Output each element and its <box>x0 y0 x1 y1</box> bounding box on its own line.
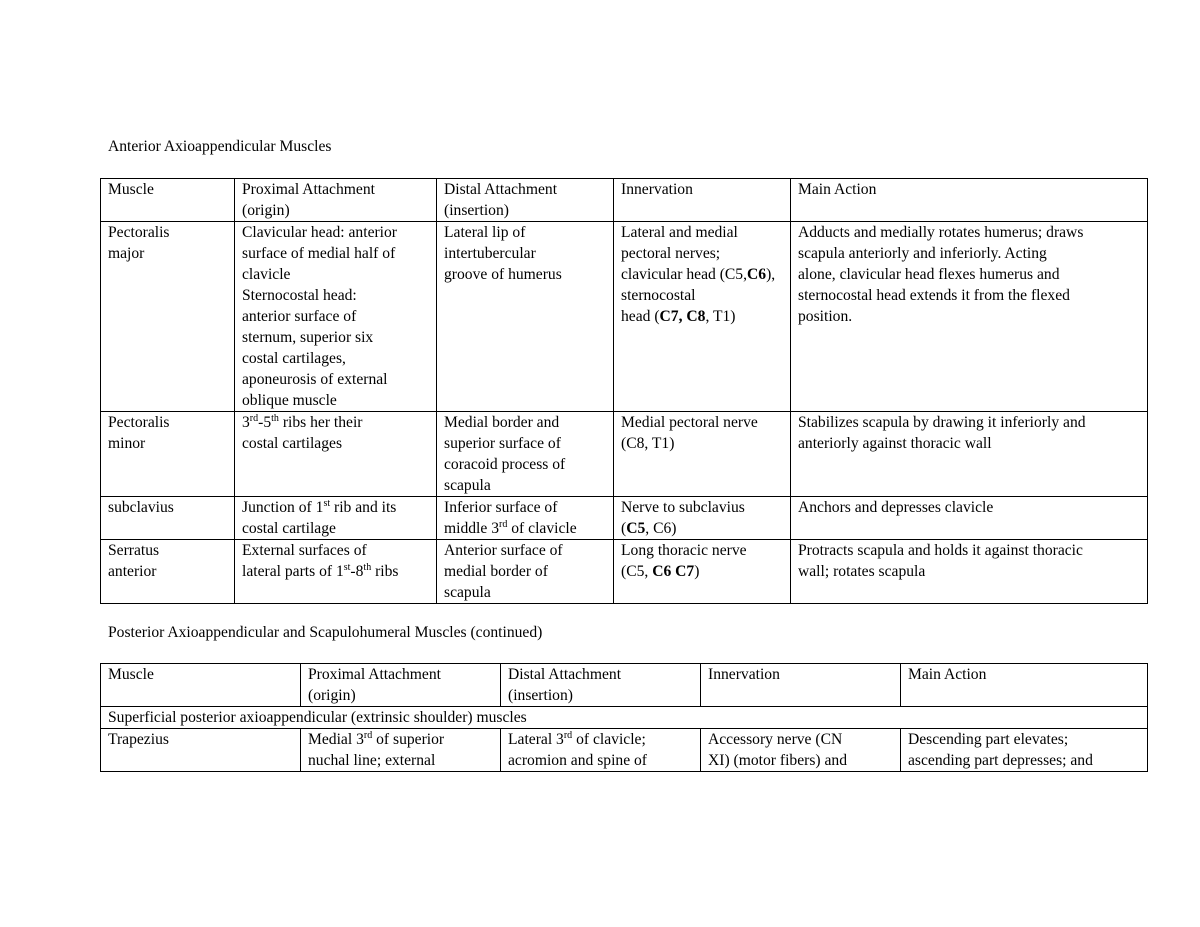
distal-cell: Lateral 3rd of clavicle; acromion and spine of <box>501 729 701 772</box>
table-row <box>101 497 1148 540</box>
muscle-cell: Pectoralis major <box>101 222 235 412</box>
header-muscle: Muscle <box>101 179 235 222</box>
distal-cell: Medial border and superior surface of coracoid process of scapula <box>437 412 614 497</box>
header-innervation: Innervation <box>614 179 791 222</box>
header-proximal: Proximal Attachment (origin) <box>301 664 501 707</box>
innervation-cell: Accessory nerve (CN XI) (motor fibers) and <box>701 729 901 772</box>
header-innervation: Innervation <box>701 664 901 707</box>
table2-title: Posterior Axioappendicular and Scapulohumeral Muscles (continued) <box>108 624 543 641</box>
proximal-cell: Medial 3rd of superior nuchal line; external <box>301 729 501 772</box>
action-cell: Anchors and depresses clavicle <box>791 497 1148 540</box>
header-muscle: Muscle <box>101 664 301 707</box>
innervation-cell: Nerve to subclavius (C5, C6) <box>614 497 791 540</box>
muscle-cell: subclavius <box>101 497 235 540</box>
table1-title: Anterior Axioappendicular Muscles <box>108 138 332 155</box>
muscle-cell: Trapezius <box>101 729 301 772</box>
proximal-cell: 3rd-5th ribs her their costal cartilages <box>235 412 437 497</box>
proximal-cell: External surfaces of lateral parts of 1st-8th ribs <box>235 540 437 604</box>
table-row <box>101 412 1148 497</box>
action-cell: Protracts scapula and holds it against thoracic wall; rotates scapula <box>791 540 1148 604</box>
header-action: Main Action <box>901 664 1148 707</box>
action-cell: Adducts and medially rotates humerus; draws scapula anteriorly and inferiorly. Acting alone, clavicular head flexes humerus and sternocostal head extends it from the flexed position. <box>791 222 1148 412</box>
table-row <box>101 729 1148 772</box>
muscle-cell: Serratus anterior <box>101 540 235 604</box>
proximal-cell: Junction of 1st rib and its costal cartilage <box>235 497 437 540</box>
header-distal: Distal Attachment (insertion) <box>437 179 614 222</box>
table-header-row <box>101 179 1148 222</box>
action-cell: Stabilizes scapula by drawing it inferiorly and anteriorly against thoracic wall <box>791 412 1148 497</box>
header-proximal: Proximal Attachment (origin) <box>235 179 437 222</box>
header-action: Main Action <box>791 179 1148 222</box>
section-row <box>101 707 1148 729</box>
innervation-cell: Lateral and medial pectoral nerves; clavicular head (C5,C6), sternocostal head (C7, C8, T1) <box>614 222 791 412</box>
table-header-row <box>101 664 1148 707</box>
table-row <box>101 222 1148 412</box>
table-row <box>101 540 1148 604</box>
distal-cell: Lateral lip of intertubercular groove of humerus <box>437 222 614 412</box>
action-cell: Descending part elevates; ascending part depresses; and <box>901 729 1148 772</box>
anterior-muscles-table <box>100 178 1148 604</box>
innervation-cell: Medial pectoral nerve (C8, T1) <box>614 412 791 497</box>
distal-cell: Inferior surface of middle 3rd of clavicle <box>437 497 614 540</box>
muscle-cell: Pectoralis minor <box>101 412 235 497</box>
proximal-cell: Clavicular head: anterior surface of medial half of clavicle Sternocostal head: anterior surface of sternum, superior six costal cartilages, aponeurosis of external oblique muscle <box>235 222 437 412</box>
posterior-muscles-table <box>100 663 1148 772</box>
distal-cell: Anterior surface of medial border of scapula <box>437 540 614 604</box>
innervation-cell: Long thoracic nerve (C5, C6 C7) <box>614 540 791 604</box>
section-label: Superficial posterior axioappendicular (extrinsic shoulder) muscles <box>101 707 1148 729</box>
header-distal: Distal Attachment (insertion) <box>501 664 701 707</box>
